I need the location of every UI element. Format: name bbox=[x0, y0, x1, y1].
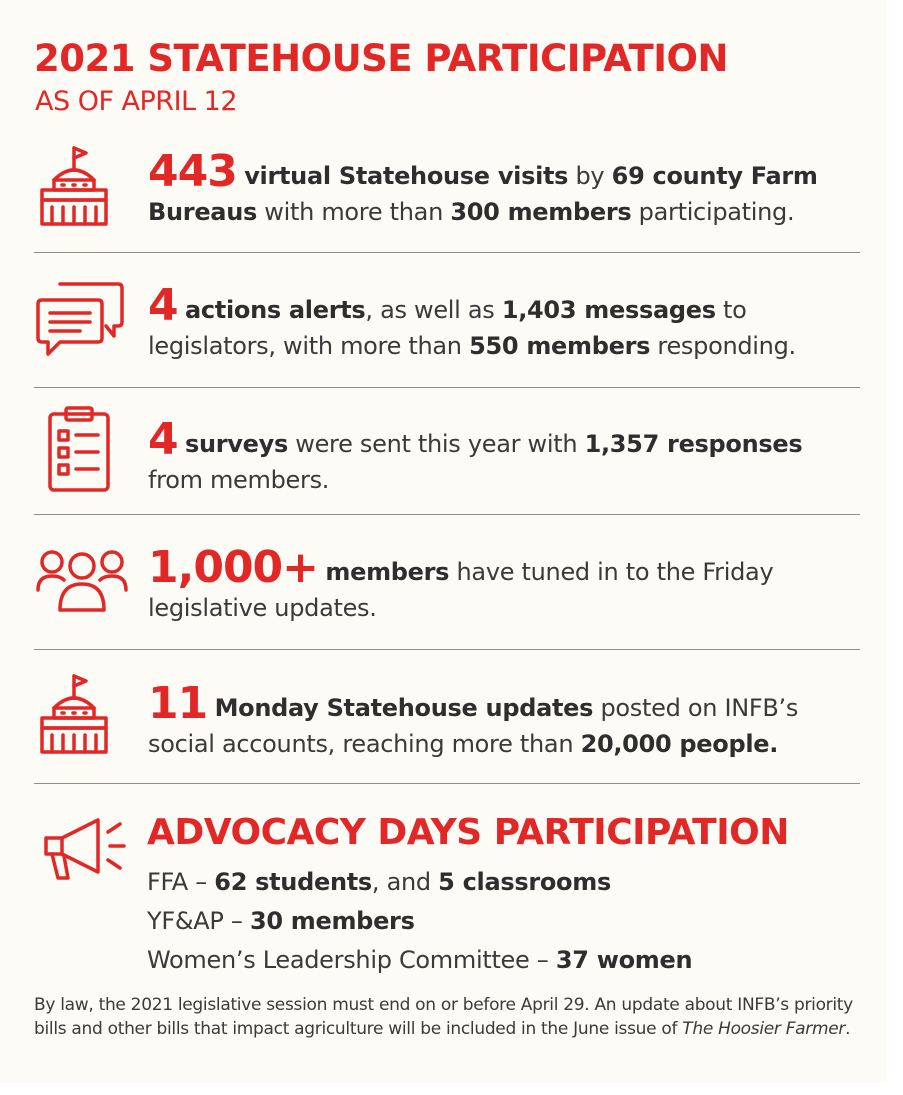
divider bbox=[34, 783, 860, 784]
stat-highlight: members bbox=[325, 558, 450, 586]
stat-row-surveys bbox=[34, 400, 860, 512]
divider bbox=[34, 649, 860, 650]
page-subtitle: AS OF APRIL 12 bbox=[35, 86, 238, 117]
stat-number: 443 bbox=[148, 146, 237, 197]
page-title: 2021 STATEHOUSE PARTICIPATION bbox=[34, 37, 728, 80]
stat-row-members bbox=[34, 530, 860, 646]
advocacy-title: ADVOCACY DAYS PARTICIPATION bbox=[147, 812, 789, 853]
chat-bubbles-icon bbox=[34, 278, 126, 360]
stat-highlight: 550 members bbox=[469, 332, 651, 360]
stat-text-surveys: 4 surveys were sent this year with 1,357 responses from members. bbox=[148, 414, 803, 494]
publication-title: The Hoosier Farmer bbox=[682, 1019, 846, 1039]
divider bbox=[34, 252, 860, 253]
stat-text-members: 1,000+ members have tuned in to the Friday legislative updates. bbox=[148, 542, 774, 622]
advocacy-highlight: 30 members bbox=[249, 907, 415, 935]
people-group-icon bbox=[34, 544, 130, 616]
divider bbox=[34, 514, 860, 515]
stat-number: 11 bbox=[148, 678, 208, 729]
stat-row-visits bbox=[34, 140, 860, 250]
advocacy-line-ffa: FFA – 62 students, and 5 classrooms bbox=[147, 868, 611, 896]
divider bbox=[34, 387, 860, 388]
stat-highlight: 1,403 messages bbox=[501, 296, 716, 324]
stat-row-alerts bbox=[34, 270, 860, 384]
stat-number: 4 bbox=[148, 280, 178, 331]
advocacy-highlight: 5 classrooms bbox=[438, 868, 611, 896]
stat-text-alerts: 4 actions alerts, as well as 1,403 messages to legislators, with more than 550 members responding. bbox=[148, 280, 796, 360]
advocacy-line-womens: Women’s Leadership Committee – 37 women bbox=[147, 946, 693, 974]
stat-highlight: 20,000 people. bbox=[580, 730, 779, 758]
stat-highlight: virtual Statehouse visits bbox=[244, 162, 569, 190]
stat-highlight: surveys bbox=[184, 430, 288, 458]
stat-number: 4 bbox=[148, 414, 178, 465]
footnote: By law, the 2021 legislative session must end on or before April 29. An update about INFB’s priority bills and other bills that impact agriculture will be included in the June issue of The Hoosier Farmer. bbox=[34, 995, 853, 1039]
clipboard-checklist-icon bbox=[46, 404, 112, 494]
stat-highlight: 1,357 responses bbox=[584, 430, 803, 458]
statehouse-icon bbox=[34, 144, 114, 230]
megaphone-icon bbox=[40, 812, 132, 888]
stat-highlight: 69 county Farm Bureaus bbox=[148, 162, 818, 226]
stat-highlight: 300 members bbox=[450, 198, 632, 226]
statehouse-icon bbox=[34, 672, 114, 758]
advocacy-line-yfap: YF&AP – 30 members bbox=[147, 907, 415, 935]
advocacy-highlight: 62 students bbox=[214, 868, 372, 896]
stat-row-updates bbox=[34, 664, 860, 780]
stat-highlight: actions alerts bbox=[184, 296, 366, 324]
stat-highlight: Monday Statehouse updates bbox=[214, 694, 594, 722]
stat-text-visits: 443 virtual Statehouse visits by 69 county Farm Bureaus with more than 300 members participating. bbox=[148, 146, 818, 226]
stat-number: 1,000+ bbox=[148, 542, 319, 593]
advocacy-highlight: 37 women bbox=[555, 946, 693, 974]
stat-text-updates: 11 Monday Statehouse updates posted on INFB’s social accounts, reaching more than 20,000 people. bbox=[148, 678, 799, 758]
